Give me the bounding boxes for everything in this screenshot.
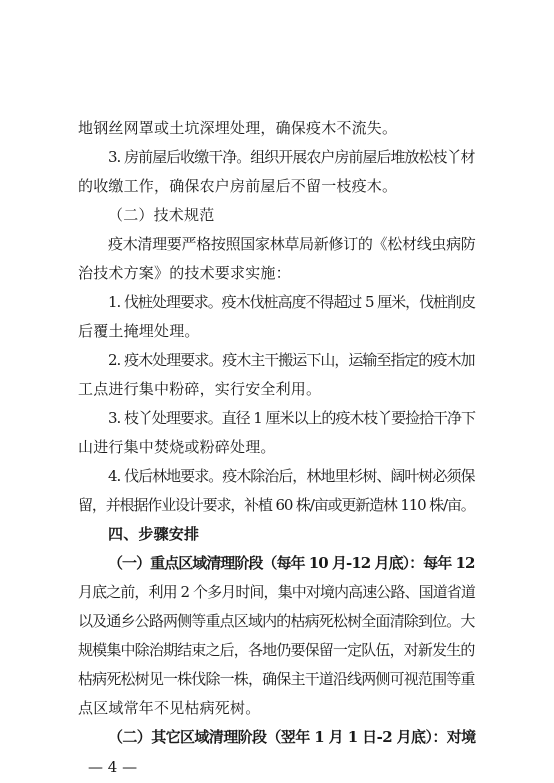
text-line: 工点进行集中粉碎，实行安全利用。 xyxy=(78,380,322,398)
section-heading: （二）技术规范 xyxy=(108,206,215,224)
section-heading: 四、步骤安排 xyxy=(108,525,200,543)
text-line: 点区域常年不见枯病死树。 xyxy=(78,699,261,717)
text-line: 枯病死松树见一株伐除一株，确保主干道沿线两侧可视范围等重 xyxy=(78,670,475,688)
page-number: — 4 — xyxy=(88,758,138,776)
text-line: 3. 房前屋后收缴干净。组织开展农户房前屋后堆放松枝丫材 xyxy=(108,148,475,166)
text-line: 治技术方案》的技术要求实施： xyxy=(78,264,291,282)
text-line: 地钢丝网罩或土坑深埋处理，确保疫木不流失。 xyxy=(78,119,398,137)
text-line: 规模集中除治期结束之后，各地仍要保留一定队伍，对新发生的 xyxy=(78,641,475,659)
subsection-heading: （二）其它区域清理阶段（翌年 1 月 1 日-2 月底）：对境 xyxy=(108,728,476,746)
text-line: 2. 疫木处理要求。疫木主干搬运下山，运输至指定的疫木加 xyxy=(108,351,475,369)
text-line: 月底之前，利用 2 个多月时间，集中对境内高速公路、国道省道 xyxy=(78,583,475,601)
text-line: 1. 伐桩处理要求。疫木伐桩高度不得超过 5 厘米，伐桩削皮 xyxy=(108,293,475,311)
text-line: 后覆土掩埋处理。 xyxy=(78,322,200,340)
text-line: 的收缴工作，确保农户房前屋后不留一枝疫木。 xyxy=(78,177,398,195)
text-line: 以及通乡公路两侧等重点区域内的枯病死松树全面清除到位。大 xyxy=(78,612,475,630)
text-line: 3. 枝丫处理要求。直径 1 厘米以上的疫木枝丫要捡拾干净下 xyxy=(108,409,475,427)
text-line: 疫木清理要严格按照国家林草局新修订的《松材线虫病防 xyxy=(108,235,476,253)
subsection-heading: （一）重点区域清理阶段（每年 10 月-12 月底）：每年 12 xyxy=(108,554,475,572)
text-line: 留，并根据作业设计要求，补植 60 株/亩或更新造林 110 株/亩。 xyxy=(78,496,475,514)
text-line: 4. 伐后林地要求。疫木除治后，林地里杉树、阔叶树必须保 xyxy=(108,467,475,485)
text-line: 山进行集中焚烧或粉碎处理。 xyxy=(78,438,276,456)
